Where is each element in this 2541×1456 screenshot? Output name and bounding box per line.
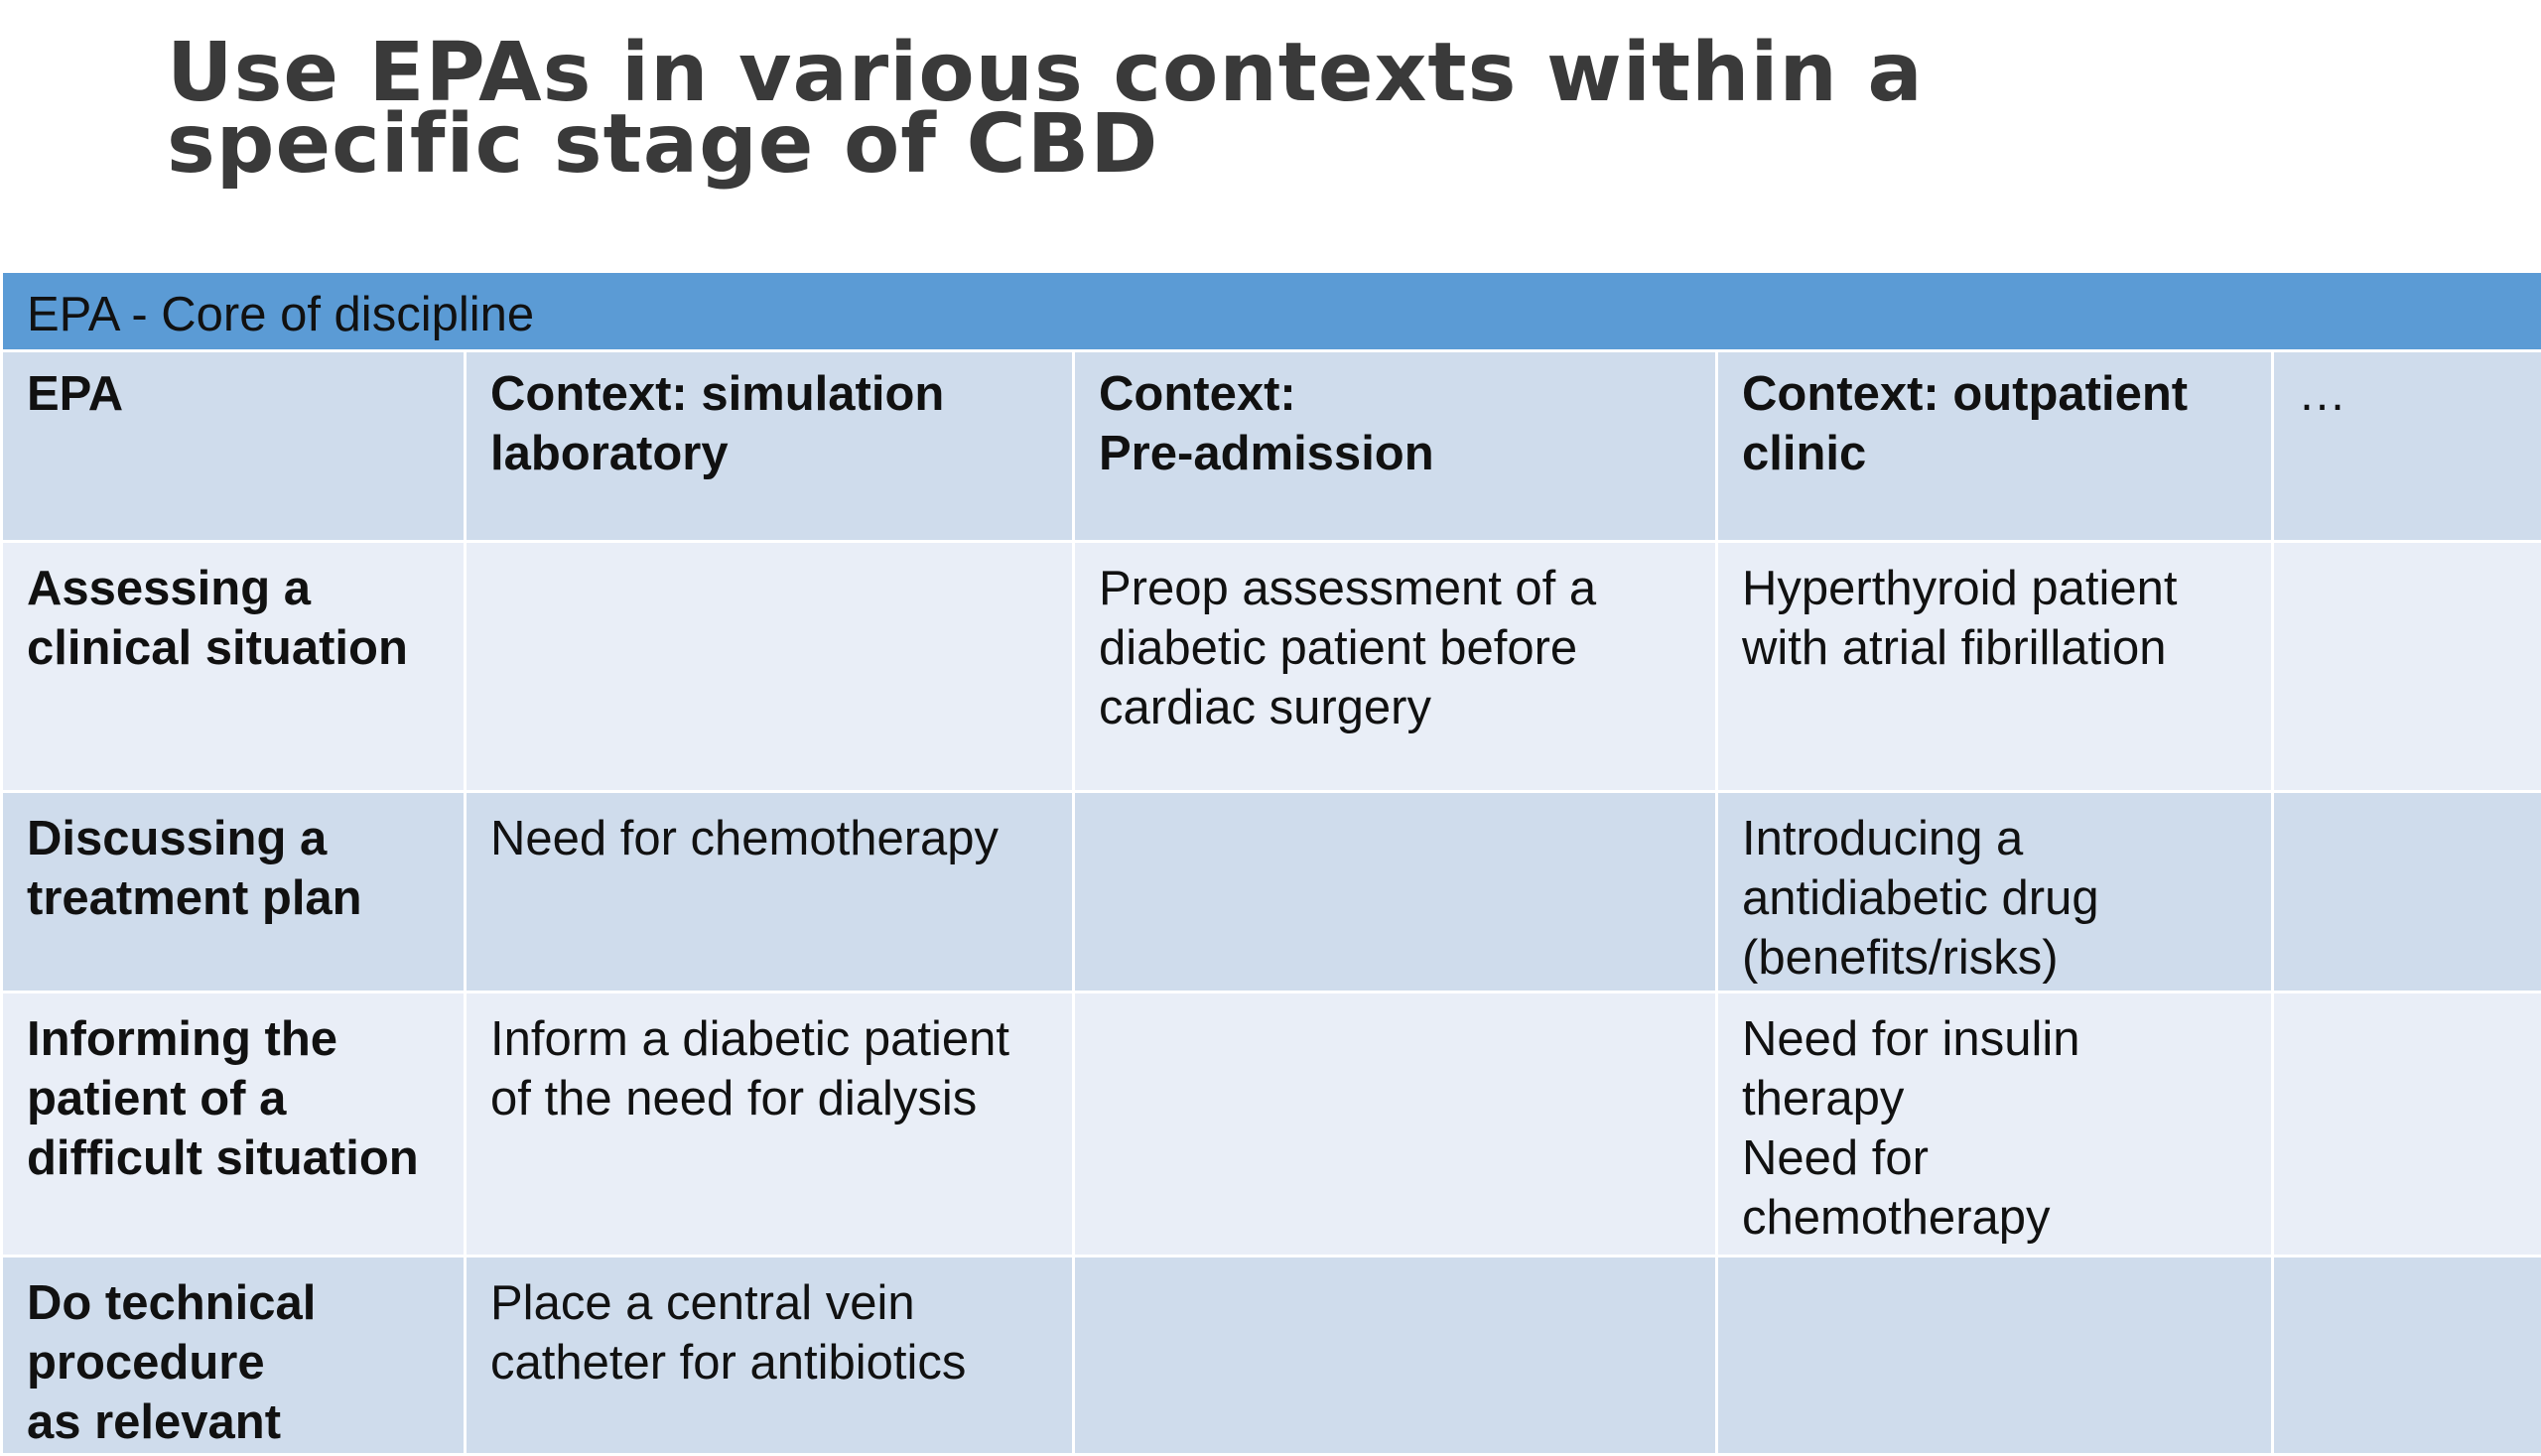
table-row — [2, 542, 2541, 792]
epa-label: Do technical procedure as relevant — [2, 1257, 466, 1455]
table-row — [2, 792, 2541, 993]
header-more-contexts: … — [2273, 351, 2541, 542]
slide-title-line-1: Use EPAs in various contexts within a — [167, 38, 2450, 109]
cell-preadmission — [1074, 1257, 1717, 1455]
cell-other — [2273, 993, 2541, 1257]
header-context-simulation: Context: simulation laboratory — [466, 351, 1074, 542]
table-caption-row — [2, 272, 2541, 351]
epa-label: Discussing a treatment plan — [2, 792, 466, 993]
cell-preadmission: Preop assessment of a diabetic patient before cardiac surgery — [1074, 542, 1717, 792]
header-epa: EPA — [2, 351, 466, 542]
header-context-preadmission: Context: Pre-admission — [1074, 351, 1717, 542]
cell-other — [2273, 542, 2541, 792]
cell-simulation: Need for chemotherapy — [466, 792, 1074, 993]
table-row — [2, 993, 2541, 1257]
cell-other — [2273, 792, 2541, 993]
table-row — [2, 1257, 2541, 1455]
table-header-row — [2, 351, 2541, 542]
cell-simulation — [466, 542, 1074, 792]
cell-preadmission — [1074, 792, 1717, 993]
epa-context-table — [0, 270, 2541, 1456]
cell-outpatient: Hyperthyroid patient with atrial fibrillation — [1717, 542, 2273, 792]
slide-title — [167, 38, 2450, 181]
cell-outpatient: Introducing a antidiabetic drug (benefits/risks) — [1717, 792, 2273, 993]
epa-label: Assessing a clinical situation — [2, 542, 466, 792]
cell-outpatient — [1717, 1257, 2273, 1455]
cell-preadmission — [1074, 993, 1717, 1257]
cell-simulation: Inform a diabetic patient of the need for dialysis — [466, 993, 1074, 1257]
cell-outpatient: Need for insulin therapy Need for chemotherapy — [1717, 993, 2273, 1257]
table-caption: EPA - Core of discipline — [2, 272, 2541, 351]
cell-simulation: Place a central vein catheter for antibiotics — [466, 1257, 1074, 1455]
slide-title-line-2: specific stage of CBD — [167, 109, 2450, 181]
header-context-outpatient: Context: outpatient clinic — [1717, 351, 2273, 542]
cell-other — [2273, 1257, 2541, 1455]
epa-label: Informing the patient of a difficult situation — [2, 993, 466, 1257]
